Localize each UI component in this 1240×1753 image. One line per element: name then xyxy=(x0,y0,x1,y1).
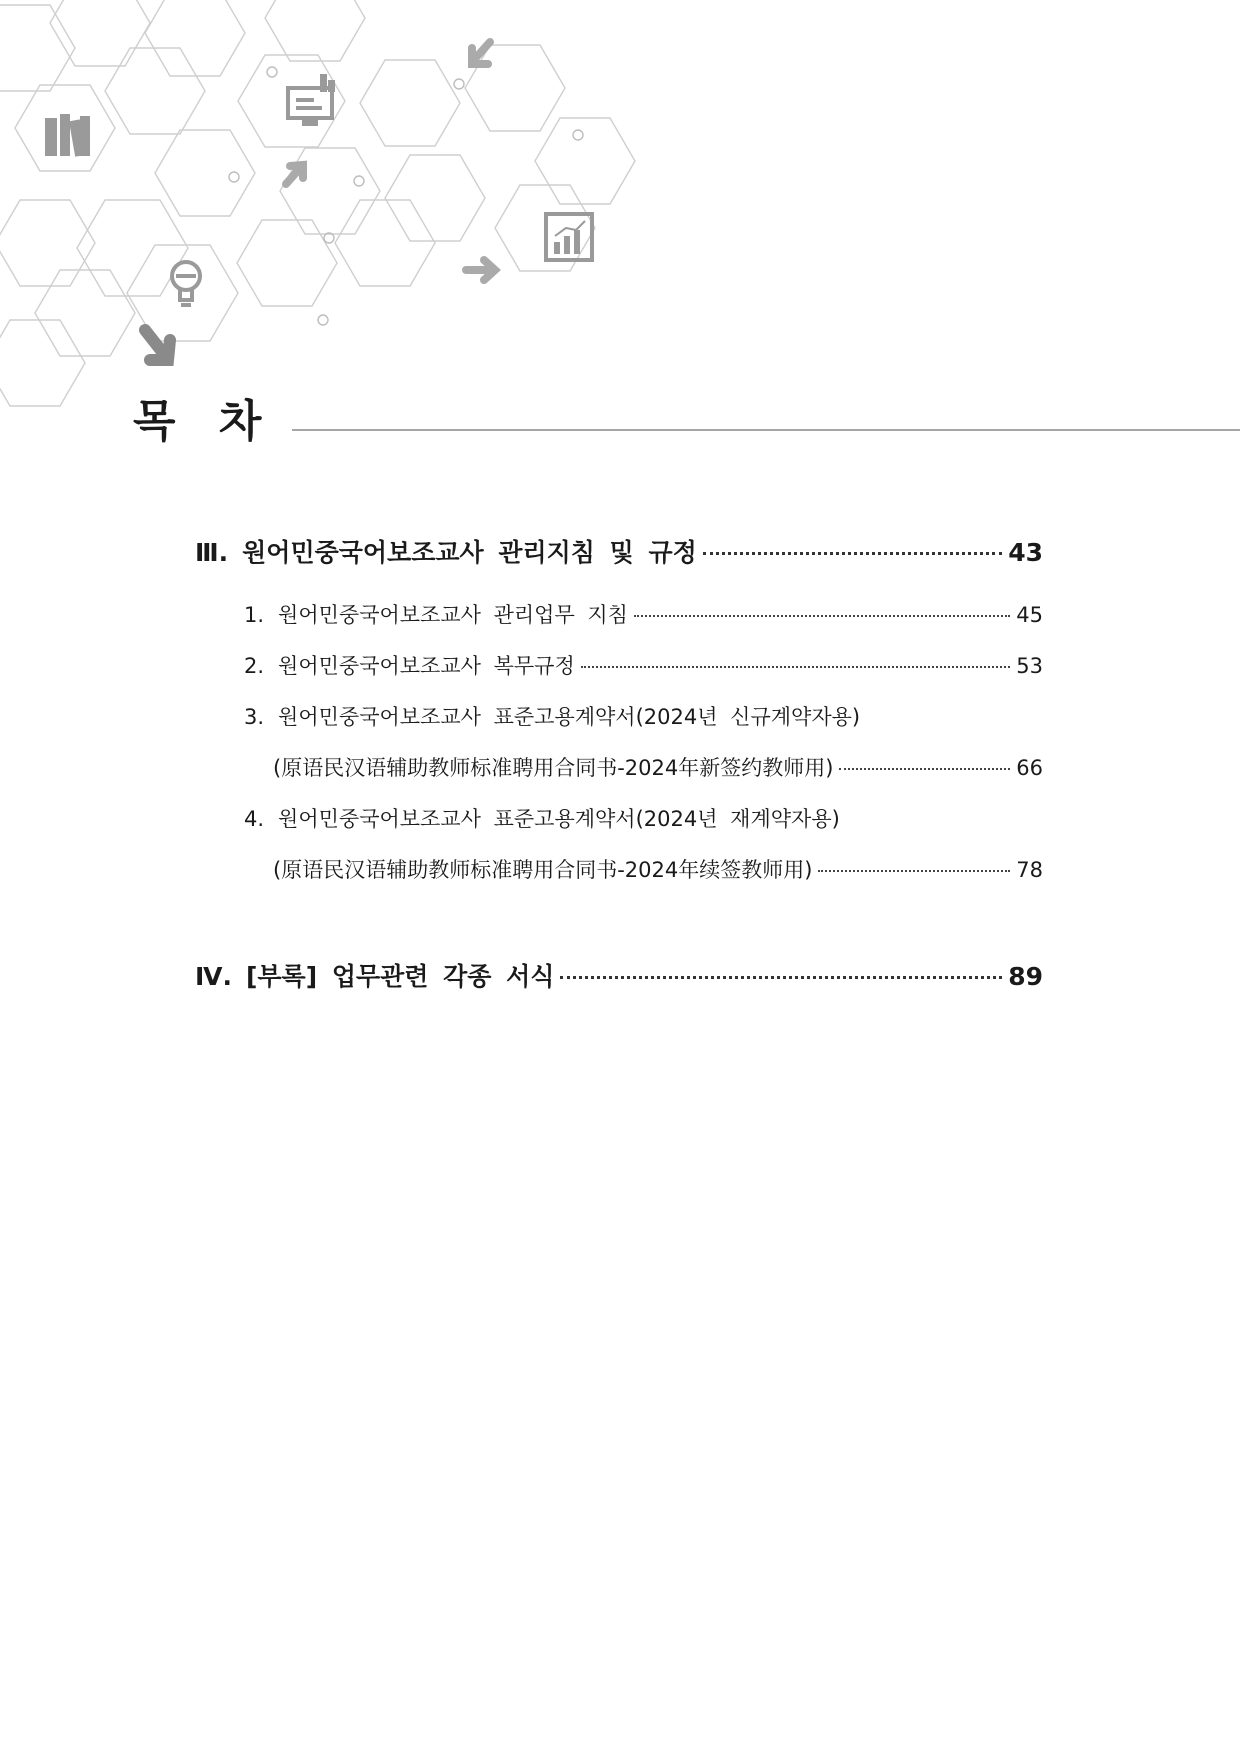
toc-entry-3-3-continuation[interactable] xyxy=(273,752,1043,782)
toc-item-subtitle: (原语民汉语辅助教师标准聘用合同书-2024年续签教师用) xyxy=(273,858,813,882)
toc-numeral: Ⅳ. xyxy=(195,962,232,991)
toc-item-title: 원어민중국어보조교사 표준고용계약서(2024년 신규계약자용) xyxy=(278,705,861,729)
hexagon-decoration xyxy=(0,0,700,420)
toc-item-number: 2. xyxy=(244,654,265,678)
toc-entry-title: 원어민중국어보조교사 관리지침 및 규정 xyxy=(242,538,697,567)
toc-page-number: 78 xyxy=(1016,858,1043,882)
toc-numeral: Ⅲ. xyxy=(195,538,229,567)
toc-item-title: 원어민중국어보조교사 표준고용계약서(2024년 재계약자용) xyxy=(278,807,840,831)
arrow-right-icon xyxy=(466,260,495,280)
toc-entry-section-4[interactable] xyxy=(195,957,1043,993)
toc-entry-section-3[interactable] xyxy=(195,533,1043,569)
monitor-chart-icon xyxy=(288,74,335,126)
toc-item-number: 3. xyxy=(244,705,265,729)
toc-entry-3-2[interactable] xyxy=(244,650,1043,680)
arrow-down-right-icon xyxy=(145,330,170,360)
dot-leader xyxy=(818,870,1010,872)
toc-item-number: 1. xyxy=(244,603,265,627)
title-rule xyxy=(292,429,1240,431)
lightbulb-icon xyxy=(172,262,200,305)
toc-item-title: 원어민중국어보조교사 관리업무 지침 xyxy=(278,603,628,627)
dot-leader xyxy=(634,615,1010,617)
bar-chart-icon xyxy=(546,214,592,260)
toc-item-number: 4. xyxy=(244,807,265,831)
toc-page-number: 66 xyxy=(1016,756,1043,780)
dot-leader xyxy=(560,976,1002,979)
toc-entry-3-4-continuation[interactable] xyxy=(273,854,1043,884)
toc-entry-3-1[interactable] xyxy=(244,599,1043,629)
books-icon xyxy=(45,114,90,157)
toc-entry-title: [부록] 업무관련 각종 서식 xyxy=(245,962,555,991)
arrow-down-left-icon xyxy=(472,42,490,64)
toc-item-title: 원어민중국어보조교사 복무규정 xyxy=(278,654,575,678)
toc-entry-3-3[interactable] xyxy=(244,701,1043,731)
toc-page-number: 53 xyxy=(1016,654,1043,678)
page-title: 목 차 xyxy=(133,396,276,447)
toc-entry-3-4[interactable] xyxy=(244,803,1043,833)
toc-item-subtitle: (原语民汉语辅助教师标准聘用合同书-2024年新签约教师用) xyxy=(273,756,834,780)
dot-leader xyxy=(703,552,1002,555)
toc-page-number: 43 xyxy=(1008,538,1043,567)
dot-leader xyxy=(839,768,1010,770)
toc-page-number: 45 xyxy=(1016,603,1043,627)
arrow-up-right-icon xyxy=(286,165,303,184)
toc-page-number: 89 xyxy=(1008,962,1043,991)
dot-leader xyxy=(581,666,1011,668)
